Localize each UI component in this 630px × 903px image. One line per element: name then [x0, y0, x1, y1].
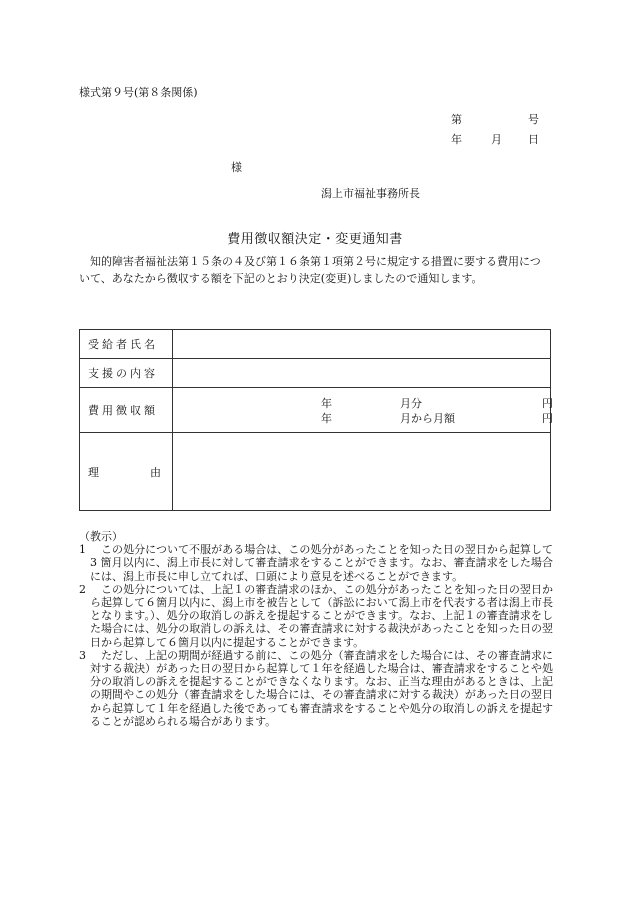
- date-year-label: 年: [451, 133, 462, 146]
- support-label: 支援の内容: [80, 359, 173, 388]
- reason-value-cell: [173, 433, 551, 511]
- instructions-heading: （教示）: [79, 530, 123, 543]
- support-row: [80, 359, 551, 388]
- fee-line2-month: 月から月額: [400, 412, 455, 425]
- fee-row: [80, 388, 551, 433]
- fee-line2-yen: 円: [542, 412, 553, 425]
- fee-line1-month: 月分: [400, 397, 422, 410]
- fee-line2-year: 年: [321, 412, 332, 425]
- instruction-item: [79, 649, 553, 728]
- instruction-item: [79, 543, 553, 583]
- document-number-suffix: 号: [528, 113, 539, 126]
- support-value-cell: [173, 359, 551, 388]
- fee-line1-year: 年: [321, 397, 332, 410]
- reason-row: [80, 433, 551, 511]
- instruction-number: 2: [79, 582, 86, 596]
- reason-label-char-2: 由: [150, 465, 164, 479]
- instruction-text: この処分について不服がある場合は、この処分があったことを知った日の翌日から起算して 3 箇月以内に、潟上市長に対して審査請求をすることができます。なお、審査請求をした場合には、潟上市長に申し立てれば、口頭により意見を述べることができます。: [90, 543, 553, 583]
- instruction-number: 3: [79, 648, 86, 662]
- fee-line1-yen: 円: [542, 397, 553, 410]
- date-day-label: 日: [528, 133, 539, 146]
- recipient-row: [80, 330, 551, 359]
- instruction-item: [79, 583, 553, 649]
- reason-label: [80, 433, 173, 511]
- document-number-prefix: 第: [451, 113, 462, 126]
- date-month-label: 月: [491, 133, 502, 146]
- instruction-text: この処分については、上記１の審査請求のほか、この処分があったことを知った日の翌日から起算して６箇月以内に、潟上市を被告として（訴訟において潟上市を代表する者は潟上市長となります。）、処分の取消しの訴えを提起することができます。なお、上記１の審査請求をした場合には、処分の取消しの訴えは、その審査請求に対する裁決があったことを知った日の翌日から起算して６箇月以内に提起することができます。: [90, 582, 553, 649]
- instruction-number: 1: [79, 543, 86, 557]
- recipient-value-cell: [173, 330, 551, 359]
- reason-label-char-1: 理: [88, 465, 102, 479]
- instructions-section: [79, 530, 553, 728]
- fee-value-cell: [173, 388, 551, 433]
- notice-table: [79, 329, 551, 511]
- intro-paragraph: 知的障害者福祉法第１５条の４及び第１６条第１項第２号に規定する措置に要する費用について、あなたから徴収する額を下記のとおり決定(変更)しましたので通知します。: [79, 255, 541, 285]
- form-number: 様式第９号(第８条関係): [79, 86, 198, 99]
- sender-name: 潟上市福祉事務所長: [321, 187, 420, 200]
- fee-label: 費用徴収額: [80, 388, 173, 433]
- recipient-label: 受給者氏名: [80, 330, 173, 359]
- addressee-honorific: 様: [231, 161, 242, 174]
- instruction-text: ただし、上記の期間が経過する前に、この処分（審査請求をした場合には、その審査請求に対する裁決）があった日の翌日から起算して１年を経過した場合は、審査請求をすることや処分の取消しの訴えを提起することができなくなります。なお、正当な理由があるときは、上記の期間やこの処分（審査請求をした場合には、その審査請求に対する裁決）があった日の翌日から起算して１年を経過した後であっても審査請求をすることや処分の取消しの訴えを提起することが認められる場合があります。: [90, 648, 553, 728]
- document-title: 費用徴収額決定・変更通知書: [227, 232, 403, 247]
